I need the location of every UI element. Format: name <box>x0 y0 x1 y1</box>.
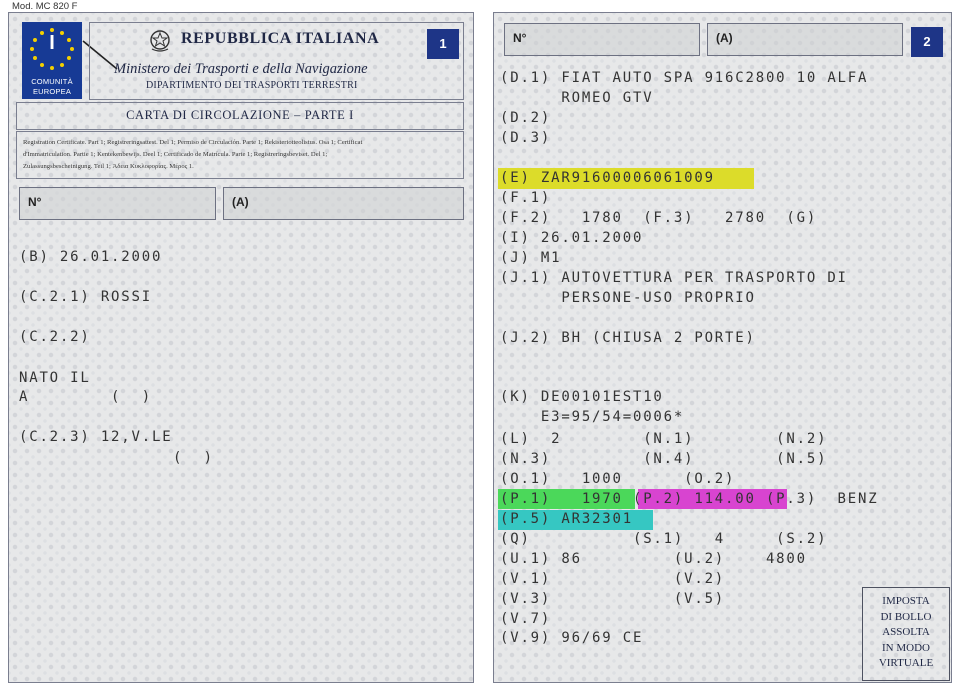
field-v9-line: (V.9) 96/69 CE <box>500 630 644 646</box>
field-c23-line: (C.2.3) 12,V.LE <box>19 429 173 445</box>
field-a-label: (A) <box>232 195 249 209</box>
field-k-line: (K) DE00101EST10 <box>500 389 664 405</box>
field-p-line: (P.1) 1970 (P.2) 114.00 (P.3) BENZ <box>500 491 879 507</box>
field-v7-line: (V.7) <box>500 611 552 627</box>
field-d3-line: (D.3) <box>500 130 552 146</box>
field-c22-line: (C.2.2) <box>19 329 91 345</box>
field-p5-line: (P.5) AR32301 <box>500 511 633 527</box>
field-c21-line: (C.2.1) ROSSI <box>19 289 152 305</box>
field-u-line: (U.1) 86 (U.2) 4800 <box>500 551 807 567</box>
field-a-label: (A) <box>716 31 733 45</box>
page-number-1: 1 <box>427 29 459 59</box>
stamp-line: VIRTUALE <box>878 657 934 669</box>
eu-caption-2: EUROPEA <box>32 87 72 96</box>
page-number-2: 2 <box>911 27 943 57</box>
department-name: DIPARTIMENTO DEI TRASPORTI TERRESTRI <box>146 80 358 91</box>
registration-certificate-part-1 <box>8 12 474 683</box>
field-v3-line: (V.3) (V.5) <box>500 591 726 607</box>
field-j1-line: (J.1) AUTOVETTURA PER TRASPORTO DI <box>500 270 848 286</box>
field-n-line: (N.3) (N.4) (N.5) <box>500 451 828 467</box>
field-d2-line: (D.2) <box>500 110 552 126</box>
translations-text <box>23 137 362 173</box>
field-i-line: (I) 26.01.2000 <box>500 230 644 246</box>
field-o-line: (O.1) 1000 (O.2) <box>500 471 736 487</box>
eu-badge <box>22 22 82 99</box>
field-a <box>707 23 903 56</box>
field-b-line: (B) 26.01.2000 <box>19 249 163 265</box>
province-line: ( ) <box>173 450 214 466</box>
republic-title: REPUBBLICA ITALIANA <box>181 30 380 47</box>
field-k-cont: E3=95/54=0006* <box>500 409 685 425</box>
country-letter: I <box>49 32 55 54</box>
field-f2-line: (F.2) 1780 (F.3) 2780 (G) <box>500 210 818 226</box>
republic-emblem-icon <box>149 27 171 53</box>
translation-line: d'Immatriculation. Partie 1; Kentekenbewijs. Deel 1; Certificado de Matrícula. Parte 1; Registreringsbeviset. Del 1; <box>23 151 328 158</box>
field-l-line: (L) 2 (N.1) (N.2) <box>500 431 828 447</box>
stamp-line: ASSOLTA <box>882 626 930 638</box>
field-d1-cont: ROMEO GTV <box>500 90 654 106</box>
stamp-line: IMPOSTA <box>882 595 930 607</box>
field-q-line: (Q) (S.1) 4 (S.2) <box>500 531 828 547</box>
ministry-name: Ministero dei Trasporti e della Navigazione <box>114 61 368 77</box>
field-d1-line: (D.1) FIAT AUTO SPA 916C2800 10 ALFA <box>500 70 869 86</box>
field-no <box>19 187 216 220</box>
field-no <box>504 23 700 56</box>
field-f1-line: (F.1) <box>500 190 552 206</box>
translation-line: Zulassungsbescheinigung. Teil 1; Άδεια Κυκλοφορίας. Μέρος 1. <box>23 163 194 170</box>
tax-stamp-box <box>862 587 950 681</box>
born-on-line: NATO IL <box>19 370 91 386</box>
stamp-line: IN MODO <box>882 641 930 654</box>
translation-line: Registration Certificate. Part 1; Registreringsattest. Del 1; Permiso de Circulación. Parte 1; Rekisteriotteolistus. Osa 1; Certificat <box>23 139 363 146</box>
field-j1-cont: PERSONE-USO PROPRIO <box>500 290 756 306</box>
registration-certificate-part-1-page-2 <box>493 12 952 683</box>
field-a <box>223 187 464 220</box>
model-number: Mod. MC 820 F <box>12 1 78 12</box>
stamp-line: DI BOLLO <box>880 610 932 623</box>
eu-caption-1: COMUNITÀ <box>31 77 73 86</box>
field-j-line: (J) M1 <box>500 250 562 266</box>
tax-stamp-text <box>863 594 949 672</box>
field-no-label: N° <box>28 195 42 209</box>
field-j2-line: (J.2) BH (CHIUSA 2 PORTE) <box>500 330 756 346</box>
field-v1-line: (V.1) (V.2) <box>500 571 726 587</box>
field-e-vin-line: (E) ZAR91600006061009 <box>500 170 715 186</box>
born-at-line: A ( ) <box>19 389 152 405</box>
field-no-label: N° <box>513 31 527 45</box>
document-title: CARTA DI CIRCOLAZIONE – PARTE I <box>126 108 354 122</box>
